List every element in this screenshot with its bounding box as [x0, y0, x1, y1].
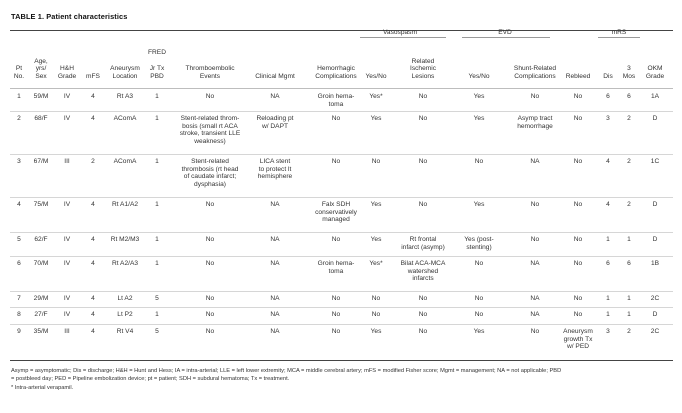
cell-te: No: [205, 93, 215, 100]
cell-pt: 1: [17, 93, 21, 100]
cell-dis: 3: [606, 115, 610, 122]
cell-ril: No: [418, 328, 428, 335]
table-footnotes: [11, 367, 673, 392]
cell-cm: to protect lt: [258, 165, 292, 173]
cell-ril: No: [418, 158, 428, 165]
cell-hh: IV: [63, 236, 71, 243]
cell-loc: Lt A2: [117, 295, 133, 302]
cell-age: 68/F: [34, 115, 48, 122]
cell-ril: No: [418, 115, 428, 122]
table-bottom-rule: [10, 360, 673, 361]
cell-ril: infarcts: [412, 275, 434, 283]
column-header-loc: Aneurysm: [110, 65, 140, 73]
cell-eyn: No: [474, 311, 484, 318]
cell-m3: 2: [627, 328, 631, 335]
cell-hc: Groin hema-: [317, 260, 355, 267]
cell-te: No: [205, 295, 215, 302]
cell-cm: NA: [270, 328, 280, 335]
cell-hh: IV: [63, 201, 71, 208]
cell-pbd: 1: [155, 236, 159, 243]
cell-te: dysphasia): [194, 180, 226, 188]
cell-te: No: [205, 236, 215, 243]
cell-loc: Rt V4: [116, 328, 134, 335]
row-divider: [10, 291, 673, 292]
column-header-m3: Mos: [622, 73, 636, 81]
cell-hc: conservatively: [315, 208, 357, 216]
cell-pbd: 5: [155, 328, 159, 335]
column-header-age: Sex: [35, 73, 47, 81]
cell-hh: III: [64, 158, 70, 165]
column-header-dis: Dis: [603, 73, 613, 81]
cell-src: No: [530, 328, 540, 335]
cell-cm: w/ DAPT: [261, 122, 288, 130]
cell-mfs: 4: [91, 295, 95, 302]
group-header-vasospasm: Vasospasm: [383, 29, 417, 36]
cell-okm: D: [652, 201, 658, 208]
row-divider: [10, 111, 673, 112]
column-header-ril: Related: [411, 57, 435, 65]
row-divider: [10, 324, 673, 325]
cell-rb: Aneurysm: [563, 328, 593, 335]
cell-eyn: No: [474, 158, 484, 165]
column-header-mfs: mFS: [86, 73, 100, 81]
cell-ril: No: [418, 201, 428, 208]
cell-loc: Rt A3: [116, 93, 134, 100]
cell-eyn: Yes: [473, 93, 485, 100]
cell-cm: LICA stent: [259, 158, 291, 165]
column-header-pt: No.: [13, 73, 25, 81]
row-divider: [10, 256, 673, 257]
cell-te: No: [205, 311, 215, 318]
cell-eyn: Yes (post-: [464, 236, 494, 243]
cell-te: No: [205, 201, 215, 208]
cell-mfs: 4: [91, 260, 95, 267]
column-header-fred: FRED: [148, 49, 166, 56]
cell-cm: NA: [270, 236, 280, 243]
cell-cm: Reloading pt: [256, 115, 294, 122]
cell-rb: No: [573, 201, 583, 208]
cell-cm: NA: [270, 295, 280, 302]
cell-loc: Lt P2: [117, 311, 133, 318]
cell-eyn: No: [474, 295, 484, 302]
cell-src: NA: [530, 295, 540, 302]
cell-pt: 7: [17, 295, 21, 302]
cell-hc: Falx SDH: [321, 201, 351, 208]
cell-src: No: [530, 201, 540, 208]
cell-te: weakness): [194, 137, 226, 145]
column-header-cm: Clinical Mgmt: [255, 73, 295, 81]
cell-vyn: Yes: [370, 328, 382, 335]
cell-pt: 4: [17, 201, 21, 208]
cell-pbd: 1: [155, 115, 159, 122]
row-divider: [10, 154, 673, 155]
cell-ril: Bilat ACA-MCA: [400, 260, 446, 267]
cell-ril: infarct (asymp): [401, 243, 445, 251]
cell-hh: III: [64, 328, 70, 335]
cell-pbd: 1: [155, 201, 159, 208]
cell-dis: 6: [606, 260, 610, 267]
cell-pt: 8: [17, 311, 21, 318]
cell-te: thrombosis (rt head: [181, 165, 239, 173]
cell-age: 29/M: [33, 295, 49, 302]
cell-vyn: Yes*: [369, 93, 383, 100]
cell-hc: No: [331, 311, 341, 318]
column-header-te: Thromboembolic: [185, 65, 235, 73]
cell-pbd: 1: [155, 311, 159, 318]
cell-loc: Rt A2/A3: [111, 260, 139, 267]
mrs-group-rule: [598, 37, 640, 38]
cell-mfs: 4: [91, 201, 95, 208]
column-header-loc: Location: [112, 73, 138, 81]
cell-hc: toma: [328, 100, 344, 108]
cell-src: No: [530, 236, 540, 243]
cell-src: hemorrhage: [517, 122, 553, 130]
cell-vyn: Yes: [370, 115, 382, 122]
cell-pt: 5: [17, 236, 21, 243]
column-header-ril: Lesions: [411, 73, 435, 81]
cell-te: Stent-related throm-: [180, 115, 240, 122]
cell-src: NA: [530, 311, 540, 318]
cell-te: No: [205, 260, 215, 267]
column-header-okm: OKM: [647, 65, 663, 73]
footnote-line: = postbleed day; PED = Pipeline embolization device; pt = patient; SDH = subdural hematoma; Tx = treatment.: [11, 376, 290, 383]
cell-rb: No: [573, 260, 583, 267]
cell-hc: No: [331, 115, 341, 122]
column-header-ril: Ischemic: [409, 65, 436, 73]
cell-rb: growth Tx: [563, 335, 593, 343]
cell-pt: 2: [17, 115, 21, 122]
column-header-age: yrs/: [35, 65, 47, 73]
cell-okm: D: [652, 115, 658, 122]
cell-eyn: stenting): [466, 243, 492, 251]
column-header-hh: Grade: [57, 73, 77, 81]
cell-eyn: Yes: [473, 328, 485, 335]
cell-mfs: 2: [91, 158, 95, 165]
cell-dis: 4: [606, 158, 610, 165]
cell-dis: 3: [606, 328, 610, 335]
cell-loc: Rt M2/M3: [110, 236, 140, 243]
cell-m3: 2: [627, 201, 631, 208]
cell-m3: 1: [627, 295, 631, 302]
cell-okm: 1A: [650, 93, 660, 100]
cell-rb: No: [573, 115, 583, 122]
cell-pt: 9: [17, 328, 21, 335]
evd-group-rule: [462, 37, 550, 38]
cell-rb: No: [573, 236, 583, 243]
cell-mfs: 4: [91, 328, 95, 335]
cell-age: 59/M: [33, 93, 49, 100]
cell-age: 27/F: [34, 311, 48, 318]
cell-te: No: [205, 328, 215, 335]
column-header-okm: Grade: [645, 73, 665, 81]
cell-pt: 3: [17, 158, 21, 165]
table-top-rule: [10, 30, 673, 31]
cell-dis: 6: [606, 93, 610, 100]
footnote-line: Asymp = asymptomatic; Dis = discharge; H&H = Hunt and Hess; IA = intra-arterial; LLE = left lower extremity; MCA = middle cerebral artery; mFS = modified Fisher score; Mgmt = management; NA = not applicable; PBD: [11, 368, 562, 374]
header-bottom-rule: [10, 88, 673, 89]
cell-hc: No: [331, 236, 341, 243]
cell-vyn: Yes: [370, 236, 382, 243]
column-header-hh: H&H: [60, 65, 74, 73]
cell-pbd: 5: [155, 295, 159, 302]
cell-m3: 2: [627, 115, 631, 122]
cell-m3: 1: [627, 311, 631, 318]
column-header-pt: Pt: [15, 65, 23, 73]
cell-pbd: 1: [155, 93, 159, 100]
cell-okm: 2C: [650, 328, 660, 335]
cell-dis: 1: [606, 295, 610, 302]
cell-dis: 1: [606, 311, 610, 318]
cell-cm: hemisphere: [257, 173, 293, 181]
column-header-pbd: Jr Tx: [149, 65, 165, 73]
cell-mfs: 4: [91, 115, 95, 122]
cell-eyn: Yes: [473, 115, 485, 122]
footnote-line: * Intra-arterial verapamil.: [11, 384, 74, 391]
cell-okm: 2C: [650, 295, 660, 302]
cell-cm: NA: [270, 201, 280, 208]
cell-rb: No: [573, 311, 583, 318]
group-header-mrs: mRS: [611, 29, 627, 36]
cell-vyn: Yes*: [369, 260, 383, 267]
cell-m3: 6: [627, 93, 631, 100]
cell-cm: NA: [270, 260, 280, 267]
column-header-te: Events: [199, 73, 221, 81]
cell-src: NA: [530, 260, 540, 267]
cell-hc: Groin hema-: [317, 93, 355, 100]
cell-vyn: No: [371, 311, 381, 318]
cell-mfs: 4: [91, 236, 95, 243]
cell-okm: D: [652, 236, 658, 243]
cell-loc: AComA: [113, 115, 137, 122]
group-header-evd: EVD: [498, 29, 512, 36]
cell-hh: IV: [63, 93, 71, 100]
cell-mfs: 4: [91, 93, 95, 100]
column-header-vyn: Yes/No: [365, 73, 387, 81]
cell-okm: 1B: [650, 260, 660, 267]
column-header-src: Complications: [514, 73, 556, 81]
cell-pt: 6: [17, 260, 21, 267]
cell-hc: No: [331, 328, 341, 335]
cell-te: Stent-related: [191, 158, 229, 165]
cell-hc: No: [331, 158, 341, 165]
cell-eyn: No: [474, 260, 484, 267]
cell-eyn: Yes: [473, 201, 485, 208]
cell-te: of caudate infarct;: [183, 173, 237, 181]
cell-okm: D: [652, 311, 658, 318]
column-header-pbd: PBD: [150, 73, 164, 81]
cell-hh: IV: [63, 260, 71, 267]
cell-src: No: [530, 93, 540, 100]
cell-vyn: No: [371, 158, 381, 165]
cell-rb: No: [573, 93, 583, 100]
column-header-age: Age,: [34, 57, 48, 65]
cell-loc: Rt A1/A2: [111, 201, 139, 208]
cell-rb: No: [573, 295, 583, 302]
cell-dis: 4: [606, 201, 610, 208]
cell-hh: IV: [63, 295, 71, 302]
cell-age: 62/F: [34, 236, 48, 243]
cell-loc: AComA: [113, 158, 137, 165]
column-header-rb: Rebleed: [565, 73, 591, 81]
cell-hh: IV: [63, 115, 71, 122]
cell-ril: Rt frontal: [409, 236, 437, 243]
row-divider: [10, 307, 673, 308]
cell-ril: No: [418, 295, 428, 302]
cell-vyn: No: [371, 295, 381, 302]
cell-age: 67/M: [33, 158, 49, 165]
cell-hc: No: [331, 295, 341, 302]
cell-te: stroke, transient LLE: [179, 130, 241, 138]
cell-m3: 2: [627, 158, 631, 165]
row-divider: [10, 232, 673, 233]
cell-m3: 1: [627, 236, 631, 243]
cell-src: NA: [530, 158, 540, 165]
cell-rb: w/ PED: [567, 343, 589, 351]
cell-rb: No: [573, 158, 583, 165]
cell-hc: toma: [328, 267, 344, 275]
column-header-hc: Hemorrhagic: [317, 65, 355, 73]
cell-cm: NA: [270, 311, 280, 318]
cell-mfs: 4: [91, 311, 95, 318]
cell-ril: No: [418, 93, 428, 100]
cell-hh: IV: [63, 311, 71, 318]
column-header-src: Shunt-Related: [513, 65, 557, 73]
column-header-hc: Complications: [315, 73, 357, 81]
vasospasm-group-rule: [360, 37, 446, 38]
cell-src: Asymp tract: [517, 115, 553, 122]
cell-okm: 1C: [650, 158, 660, 165]
cell-te: bosis (small rt ACA: [182, 122, 238, 130]
cell-ril: No: [418, 311, 428, 318]
cell-age: 70/M: [33, 260, 49, 267]
row-divider: [10, 197, 673, 198]
cell-pbd: 1: [155, 158, 159, 165]
cell-vyn: Yes: [370, 201, 382, 208]
cell-m3: 6: [627, 260, 631, 267]
cell-ril: watershed: [407, 267, 439, 275]
cell-pbd: 1: [155, 260, 159, 267]
table-title: TABLE 1. Patient characteristics: [11, 12, 128, 21]
cell-cm: NA: [270, 93, 280, 100]
cell-hc: managed: [322, 216, 350, 224]
cell-dis: 1: [606, 236, 610, 243]
column-header-m3: 3: [627, 65, 631, 73]
cell-age: 75/M: [33, 201, 49, 208]
cell-age: 35/M: [33, 328, 49, 335]
column-header-eyn: Yes/No: [468, 73, 490, 81]
